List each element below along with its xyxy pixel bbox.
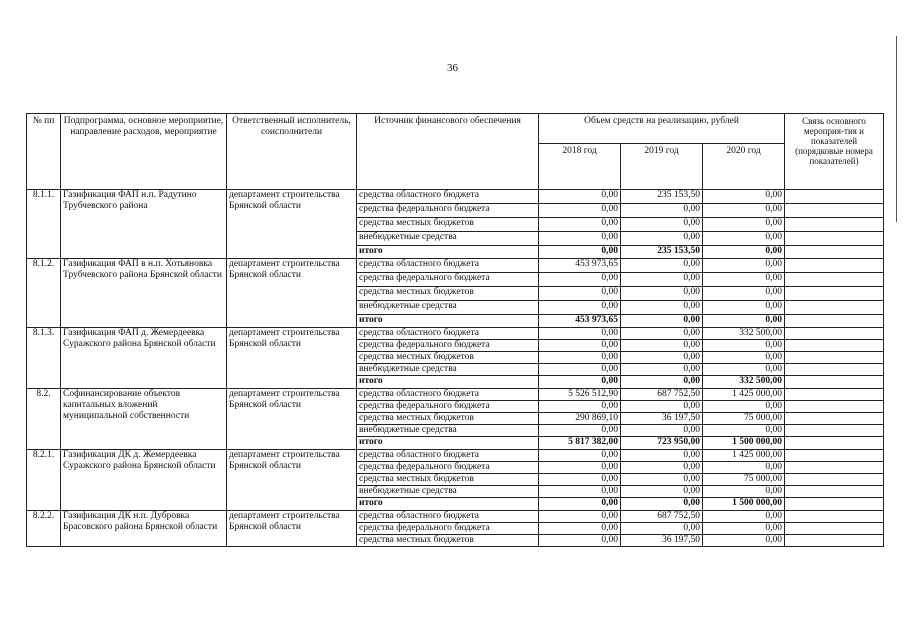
amount-2020: 0,00	[703, 523, 785, 535]
funding-source: средства областного бюджета	[357, 511, 539, 523]
amount-2020: 0,00	[703, 462, 785, 474]
indicator-link	[785, 352, 884, 364]
amount-2019: 235 153,50	[621, 246, 703, 259]
amount-2018: 0,00	[539, 401, 621, 413]
table-body	[27, 190, 884, 547]
indicator-link	[785, 232, 884, 246]
amount-2019: 0,00	[621, 498, 703, 511]
indicator-link	[785, 413, 884, 425]
amount-2020: 0,00	[703, 190, 785, 204]
amount-2020: 1 425 000,00	[703, 389, 785, 401]
amount-2020: 75 000,00	[703, 474, 785, 486]
amount-2020: 0,00	[703, 425, 785, 437]
amount-2019: 0,00	[621, 401, 703, 413]
amount-2019: 687 752,50	[621, 511, 703, 523]
amount-2020: 0,00	[703, 486, 785, 498]
amount-2019: 0,00	[621, 259, 703, 273]
funding-source: средства местных бюджетов	[357, 413, 539, 425]
amount-2020: 1 500 000,00	[703, 498, 785, 511]
indicator-link	[785, 301, 884, 315]
indicator-link	[785, 246, 884, 259]
page-number: 36	[447, 62, 458, 74]
amount-2019: 0,00	[621, 425, 703, 437]
amount-2019: 0,00	[621, 376, 703, 389]
amount-2020: 0,00	[703, 340, 785, 352]
amount-2020: 0,00	[703, 204, 785, 218]
amount-2020: 0,00	[703, 218, 785, 232]
amount-2019: 36 197,50	[621, 535, 703, 547]
funding-source: итого	[357, 437, 539, 450]
funding-source: средства местных бюджетов	[357, 535, 539, 547]
amount-2019: 235 153,50	[621, 190, 703, 204]
funding-source: итого	[357, 246, 539, 259]
amount-2018: 453 973,65	[539, 259, 621, 273]
table-row	[27, 190, 884, 204]
amount-2019: 0,00	[621, 462, 703, 474]
indicator-link	[785, 523, 884, 535]
margin-line	[896, 36, 897, 222]
funding-source: внебюджетные средства	[357, 486, 539, 498]
funding-source: средства областного бюджета	[357, 389, 539, 401]
funding-source: средства федерального бюджета	[357, 462, 539, 474]
indicator-link	[785, 364, 884, 376]
amount-2019: 0,00	[621, 301, 703, 315]
amount-2018: 453 973,65	[539, 315, 621, 328]
amount-2020: 332 500,00	[703, 376, 785, 389]
indicator-link	[785, 511, 884, 523]
indicator-link	[785, 376, 884, 389]
funding-source: внебюджетные средства	[357, 364, 539, 376]
amount-2019: 0,00	[621, 450, 703, 462]
amount-2019: 0,00	[621, 523, 703, 535]
amount-2018: 0,00	[539, 273, 621, 287]
item-executor: департамент строительства Брянской области	[227, 190, 357, 259]
table-header	[27, 114, 884, 190]
table-row	[27, 328, 884, 340]
amount-2018: 0,00	[539, 352, 621, 364]
amount-2020: 0,00	[703, 259, 785, 273]
funding-source: внебюджетные средства	[357, 232, 539, 246]
amount-2020: 0,00	[703, 315, 785, 328]
amount-2018: 0,00	[539, 246, 621, 259]
amount-2019: 0,00	[621, 474, 703, 486]
item-executor: департамент строительства Брянской области	[227, 511, 357, 547]
item-executor: департамент строительства Брянской области	[227, 450, 357, 511]
amount-2018: 0,00	[539, 364, 621, 376]
amount-2019: 0,00	[621, 364, 703, 376]
indicator-link	[785, 535, 884, 547]
amount-2018: 0,00	[539, 204, 621, 218]
amount-2020: 0,00	[703, 364, 785, 376]
item-number: 8.2.2.	[27, 511, 61, 547]
indicator-link	[785, 287, 884, 301]
indicator-link	[785, 204, 884, 218]
funding-source: средства местных бюджетов	[357, 218, 539, 232]
funding-source: средства местных бюджетов	[357, 474, 539, 486]
amount-2020: 75 000,00	[703, 413, 785, 425]
amount-2019: 0,00	[621, 273, 703, 287]
amount-2018: 5 526 512,90	[539, 389, 621, 401]
amount-2018: 0,00	[539, 535, 621, 547]
indicator-link	[785, 340, 884, 352]
amount-2019: 723 950,00	[621, 437, 703, 450]
indicator-link	[785, 450, 884, 462]
amount-2020: 1 500 000,00	[703, 437, 785, 450]
amount-2019: 0,00	[621, 315, 703, 328]
amount-2019: 0,00	[621, 287, 703, 301]
item-executor: департамент строительства Брянской области	[227, 259, 357, 328]
amount-2018: 0,00	[539, 190, 621, 204]
funding-source: средства федерального бюджета	[357, 401, 539, 413]
header-year-2019: 2019 год	[621, 144, 703, 190]
header-num: № пп	[27, 114, 61, 190]
amount-2018: 0,00	[539, 450, 621, 462]
amount-2018: 0,00	[539, 486, 621, 498]
amount-2019: 36 197,50	[621, 413, 703, 425]
amount-2020: 0,00	[703, 352, 785, 364]
funding-source: внебюджетные средства	[357, 425, 539, 437]
funding-source: средства областного бюджета	[357, 190, 539, 204]
funding-source: итого	[357, 376, 539, 389]
amount-2018: 0,00	[539, 218, 621, 232]
indicator-link	[785, 486, 884, 498]
amount-2020: 0,00	[703, 273, 785, 287]
indicator-link	[785, 273, 884, 287]
amount-2020: 0,00	[703, 287, 785, 301]
funding-source: средства местных бюджетов	[357, 287, 539, 301]
item-name: Газификация ФАП в н.п. Хотьяновка Трубчевского района Брянской области	[61, 259, 227, 328]
header-volume: Объем средств на реализацию, рублей	[539, 114, 785, 144]
amount-2018: 0,00	[539, 376, 621, 389]
indicator-link	[785, 474, 884, 486]
budget-table	[26, 113, 884, 547]
header-year-2020: 2020 год	[703, 144, 785, 190]
item-name: Софинансирование объектов капитальных вложений муниципальной собственности	[61, 389, 227, 450]
funding-source: средства федерального бюджета	[357, 273, 539, 287]
table-row	[27, 511, 884, 523]
amount-2018: 0,00	[539, 523, 621, 535]
item-number: 8.1.3.	[27, 328, 61, 389]
amount-2018: 0,00	[539, 511, 621, 523]
indicator-link	[785, 259, 884, 273]
amount-2018: 0,00	[539, 474, 621, 486]
indicator-link	[785, 389, 884, 401]
indicator-link	[785, 315, 884, 328]
amount-2018: 0,00	[539, 287, 621, 301]
item-executor: департамент строительства Брянской области	[227, 328, 357, 389]
amount-2018: 0,00	[539, 328, 621, 340]
funding-source: средства областного бюджета	[357, 328, 539, 340]
table-row	[27, 259, 884, 273]
amount-2018: 0,00	[539, 232, 621, 246]
amount-2019: 0,00	[621, 232, 703, 246]
item-number: 8.1.2.	[27, 259, 61, 328]
funding-source: средства местных бюджетов	[357, 352, 539, 364]
funding-source: средства областного бюджета	[357, 259, 539, 273]
indicator-link	[785, 218, 884, 232]
amount-2018: 0,00	[539, 462, 621, 474]
amount-2020: 0,00	[703, 246, 785, 259]
item-executor: департамент строительства Брянской области	[227, 389, 357, 450]
amount-2019: 0,00	[621, 486, 703, 498]
indicator-link	[785, 190, 884, 204]
amount-2020: 0,00	[703, 511, 785, 523]
funding-source: средства федерального бюджета	[357, 340, 539, 352]
amount-2020: 0,00	[703, 401, 785, 413]
header-source: Источник финансового обеспечения	[357, 114, 539, 190]
amount-2018: 0,00	[539, 340, 621, 352]
funding-source: итого	[357, 315, 539, 328]
amount-2020: 1 425 000,00	[703, 450, 785, 462]
amount-2020: 0,00	[703, 232, 785, 246]
funding-source: внебюджетные средства	[357, 301, 539, 315]
funding-source: средства федерального бюджета	[357, 523, 539, 535]
indicator-link	[785, 462, 884, 474]
amount-2020: 332 500,00	[703, 328, 785, 340]
amount-2019: 687 752,50	[621, 389, 703, 401]
funding-source: итого	[357, 498, 539, 511]
amount-2019: 0,00	[621, 352, 703, 364]
funding-source: средства областного бюджета	[357, 450, 539, 462]
amount-2019: 0,00	[621, 340, 703, 352]
header-program: Подпрограмма, основное мероприятие, направление расходов, мероприятие	[61, 114, 227, 190]
indicator-link	[785, 437, 884, 450]
amount-2018: 5 817 382,00	[539, 437, 621, 450]
indicator-link	[785, 425, 884, 437]
amount-2019: 0,00	[621, 328, 703, 340]
item-number: 8.2.	[27, 389, 61, 450]
item-name: Газификация ФАП н.п. Радутино Трубчевского района	[61, 190, 227, 259]
amount-2020: 0,00	[703, 535, 785, 547]
indicator-link	[785, 498, 884, 511]
table-row	[27, 389, 884, 401]
item-number: 8.1.1.	[27, 190, 61, 259]
header-executor: Ответственный исполнитель, соисполнители	[227, 114, 357, 190]
indicator-link	[785, 401, 884, 413]
funding-source: средства федерального бюджета	[357, 204, 539, 218]
item-name: Газификация ДК д. Жемердеевка Суражского района Брянской области	[61, 450, 227, 511]
amount-2018: 0,00	[539, 498, 621, 511]
header-link: Связь основного мероприя-тия и показателей (порядковые номера показателей)	[785, 114, 884, 190]
table-row	[27, 450, 884, 462]
header-year-2018: 2018 год	[539, 144, 621, 190]
item-name: Газификация ФАП д. Жемердеевка Суражского района Брянской области	[61, 328, 227, 389]
amount-2018: 0,00	[539, 425, 621, 437]
amount-2019: 0,00	[621, 204, 703, 218]
item-number: 8.2.1.	[27, 450, 61, 511]
amount-2020: 0,00	[703, 301, 785, 315]
amount-2018: 0,00	[539, 301, 621, 315]
indicator-link	[785, 328, 884, 340]
amount-2018: 290 869,10	[539, 413, 621, 425]
item-name: Газификация ДК н.п. Дубровка Брасовского района Брянской области	[61, 511, 227, 547]
amount-2019: 0,00	[621, 218, 703, 232]
